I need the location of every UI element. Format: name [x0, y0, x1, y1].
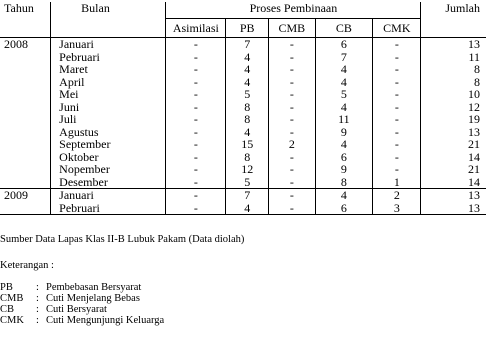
- legend-item: [0, 293, 164, 304]
- cell-jumlah: 13: [421, 38, 486, 51]
- legend-item: [0, 282, 164, 293]
- cell-pb: 4: [226, 126, 269, 139]
- cell-asimilasi: -: [166, 202, 226, 215]
- cell-cmb: -: [269, 113, 316, 126]
- cell-pb: 7: [226, 38, 269, 51]
- cell-year: [0, 176, 51, 189]
- cell-asimilasi: -: [166, 113, 226, 126]
- cell-jumlah: 14: [421, 176, 486, 189]
- cell-cmk: 2: [373, 189, 421, 202]
- cell-month: Agustus: [51, 126, 166, 139]
- cell-year: [0, 63, 51, 76]
- header-process: Proses Pembinaan: [166, 2, 421, 19]
- cell-year: [0, 151, 51, 164]
- cell-asimilasi: -: [166, 151, 226, 164]
- cell-month: Desember: [51, 176, 166, 189]
- legend-desc: Pembebasan Bersyarat: [46, 282, 142, 293]
- table-row: [0, 88, 486, 101]
- cell-cmk: -: [373, 126, 421, 139]
- cell-cmk: -: [373, 38, 421, 51]
- header-cmb: CMB: [269, 19, 316, 38]
- cell-jumlah: 13: [421, 202, 486, 215]
- table-row: [0, 163, 486, 176]
- cell-jumlah: 19: [421, 113, 486, 126]
- cell-asimilasi: -: [166, 176, 226, 189]
- header-pb: PB: [226, 19, 269, 38]
- cell-jumlah: 8: [421, 63, 486, 76]
- cell-year: [0, 138, 51, 151]
- header-total: Jumlah: [421, 2, 486, 38]
- cell-month: Pebruari: [51, 202, 166, 215]
- cell-month: Mei: [51, 88, 166, 101]
- cell-asimilasi: -: [166, 138, 226, 151]
- cell-cmb: -: [269, 76, 316, 89]
- cell-pb: 12: [226, 163, 269, 176]
- keterangan-label: Keterangan :: [0, 260, 54, 271]
- legend-code: PB: [0, 282, 13, 293]
- source-caption: Sumber Data Lapas Klas II-B Lubuk Pakam (Data diolah): [0, 234, 245, 245]
- cell-cb: 4: [315, 101, 373, 114]
- cell-cmb: -: [269, 189, 316, 202]
- header-asimilasi: Asimilasi: [166, 19, 226, 38]
- cell-month: April: [51, 76, 166, 89]
- cell-month: Nopember: [51, 163, 166, 176]
- cell-month: Maret: [51, 63, 166, 76]
- cell-cmk: -: [373, 163, 421, 176]
- cell-month: Juni: [51, 101, 166, 114]
- legend-code: CB: [0, 304, 15, 315]
- cell-year: [0, 88, 51, 101]
- cell-month: Januari: [51, 189, 166, 202]
- header-month: Bulan: [51, 2, 166, 38]
- cell-year: [0, 163, 51, 176]
- cell-cmb: 2: [269, 138, 316, 151]
- cell-cb: 6: [315, 38, 373, 51]
- legend: [0, 282, 164, 326]
- table-row: [0, 38, 486, 51]
- cell-asimilasi: -: [166, 76, 226, 89]
- cell-pb: 4: [226, 202, 269, 215]
- cell-pb: 8: [226, 151, 269, 164]
- cell-cmb: -: [269, 176, 316, 189]
- cell-cmk: -: [373, 151, 421, 164]
- cell-cb: 4: [315, 63, 373, 76]
- cell-cmk: -: [373, 88, 421, 101]
- cell-year: [0, 76, 51, 89]
- cell-cmk: -: [373, 76, 421, 89]
- cell-cmk: -: [373, 138, 421, 151]
- cell-month: Juli: [51, 113, 166, 126]
- cell-asimilasi: -: [166, 189, 226, 202]
- cell-pb: 8: [226, 101, 269, 114]
- header-year: Tahun: [0, 2, 51, 38]
- cell-cmb: -: [269, 151, 316, 164]
- cell-year: [0, 202, 51, 215]
- cell-year: [0, 126, 51, 139]
- cell-month: Pebruari: [51, 51, 166, 64]
- cell-cmk: 3: [373, 202, 421, 215]
- cell-cb: 4: [315, 76, 373, 89]
- cell-cmb: -: [269, 38, 316, 51]
- pembinaan-table: [0, 2, 486, 215]
- table-row: [0, 176, 486, 189]
- cell-asimilasi: -: [166, 163, 226, 176]
- cell-year: 2008: [4, 37, 28, 51]
- legend-desc: Cuti Bersyarat: [46, 304, 107, 315]
- table-row: [0, 189, 486, 202]
- cell-jumlah: 13: [421, 189, 486, 202]
- cell-pb: 4: [226, 63, 269, 76]
- legend-item: [0, 315, 164, 326]
- cell-cb: 6: [315, 202, 373, 215]
- legend-colon: :: [36, 293, 39, 304]
- cell-month: September: [51, 138, 166, 151]
- legend-code: CMB: [0, 293, 24, 304]
- cell-asimilasi: -: [166, 126, 226, 139]
- cell-cb: 9: [315, 126, 373, 139]
- cell-cmk: -: [373, 113, 421, 126]
- cell-pb: 4: [226, 76, 269, 89]
- cell-jumlah: 14: [421, 151, 486, 164]
- table-row: [0, 63, 486, 76]
- cell-pb: 8: [226, 113, 269, 126]
- cell-jumlah: 21: [421, 163, 486, 176]
- legend-colon: :: [36, 282, 39, 293]
- legend-code: CMK: [0, 315, 24, 326]
- cell-year: [0, 101, 51, 114]
- legend-desc: Cuti Mengunjungi Keluarga: [46, 315, 165, 326]
- cell-cmb: -: [269, 63, 316, 76]
- cell-cb: 4: [315, 189, 373, 202]
- cell-jumlah: 13: [421, 126, 486, 139]
- cell-cmb: -: [269, 101, 316, 114]
- cell-jumlah: 8: [421, 76, 486, 89]
- cell-cmk: 1: [373, 176, 421, 189]
- legend-colon: :: [36, 315, 39, 326]
- table-row: [0, 202, 486, 215]
- cell-cmb: -: [269, 51, 316, 64]
- cell-year: 2009: [0, 189, 51, 202]
- legend-item: [0, 304, 164, 315]
- header-cb: CB: [315, 19, 373, 38]
- cell-year: [0, 51, 51, 64]
- cell-cmb: -: [269, 202, 316, 215]
- cell-cb: 4: [315, 138, 373, 151]
- cell-cb: 7: [315, 51, 373, 64]
- cell-cb: 5: [315, 88, 373, 101]
- legend-desc: Cuti Menjelang Bebas: [46, 293, 140, 304]
- cell-cmk: -: [373, 63, 421, 76]
- cell-jumlah: 12: [421, 101, 486, 114]
- cell-cmb: -: [269, 163, 316, 176]
- cell-pb: 5: [226, 176, 269, 189]
- cell-cb: 8: [315, 176, 373, 189]
- table-row: [0, 138, 486, 151]
- cell-cmb: -: [269, 126, 316, 139]
- cell-cb: 11: [315, 113, 373, 126]
- cell-cmk: -: [373, 51, 421, 64]
- cell-jumlah: 21: [421, 138, 486, 151]
- cell-asimilasi: -: [166, 101, 226, 114]
- cell-pb: 7: [226, 189, 269, 202]
- cell-pb: 5: [226, 88, 269, 101]
- cell-jumlah: 11: [421, 51, 486, 64]
- cell-asimilasi: -: [166, 88, 226, 101]
- cell-cmb: -: [269, 88, 316, 101]
- cell-cb: 6: [315, 151, 373, 164]
- cell-cb: 9: [315, 163, 373, 176]
- header-cmk: CMK: [373, 19, 421, 38]
- cell-asimilasi: -: [166, 51, 226, 64]
- cell-jumlah: 10: [421, 88, 486, 101]
- cell-asimilasi: -: [166, 38, 226, 51]
- cell-pb: 15: [226, 138, 269, 151]
- cell-asimilasi: -: [166, 63, 226, 76]
- cell-cmk: -: [373, 101, 421, 114]
- table-row: [0, 113, 486, 126]
- legend-colon: :: [36, 304, 39, 315]
- cell-year: [0, 113, 51, 126]
- cell-month: Oktober: [51, 151, 166, 164]
- cell-month: Januari: [51, 38, 166, 51]
- cell-pb: 4: [226, 51, 269, 64]
